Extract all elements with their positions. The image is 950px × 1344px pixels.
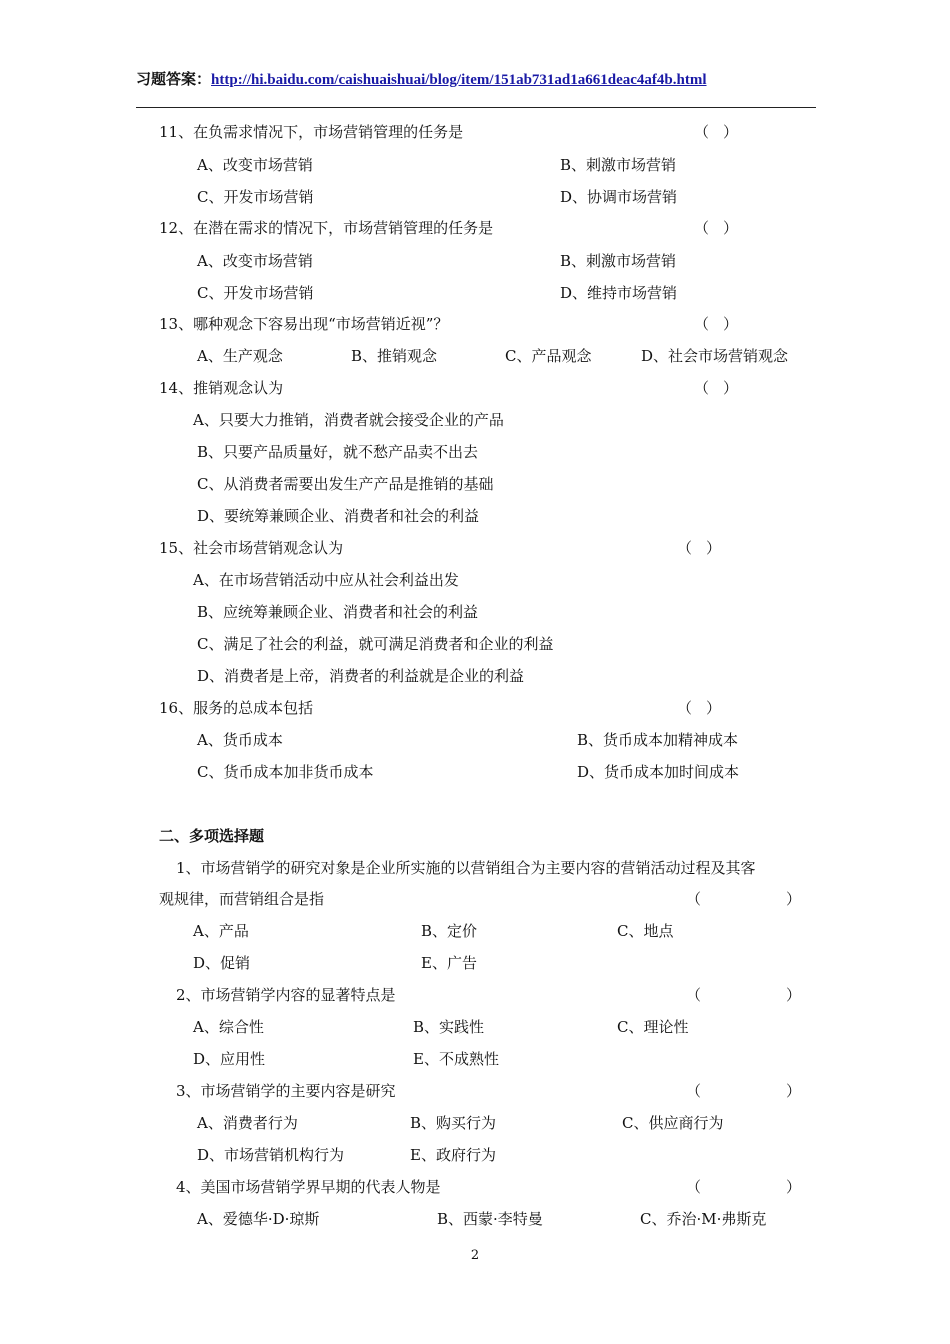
option-15-b: B、应统筹兼顾企业、消费者和社会的利益 [197, 603, 479, 621]
option-m4-a: A、爱德华·D·琼斯 [197, 1210, 320, 1228]
option-13-b: B、推销观念 [351, 347, 438, 365]
option-15-a: A、在市场营销活动中应从社会利益出发 [193, 571, 459, 589]
answer-blank-m3-close: ） [786, 1082, 802, 1100]
option-13-a: A、生产观念 [197, 347, 283, 365]
multi-question-3: 3、市场营销学的主要内容是研究 [176, 1082, 396, 1100]
question-16: 16、服务的总成本包括 [159, 699, 314, 717]
option-m3-b: B、购买行为 [410, 1114, 497, 1132]
option-13-c: C、产品观念 [505, 347, 592, 365]
option-14-a: A、只要大力推销，消费者就会接受企业的产品 [193, 411, 504, 429]
multi-question-2: 2、市场营销学内容的显著特点是 [176, 986, 396, 1004]
answer-blank-14: （ ） [694, 379, 739, 397]
answer-blank-11: （ ） [694, 123, 739, 141]
option-11-a: A、改变市场营销 [197, 156, 313, 174]
option-14-c: C、从消费者需要出发生产产品是推销的基础 [197, 475, 494, 493]
answer-blank-16: （ ） [677, 699, 722, 717]
answer-blank-m2-open: （ [686, 986, 702, 1004]
option-m3-a: A、消费者行为 [197, 1114, 298, 1132]
question-12: 12、在潜在需求的情况下，市场营销管理的任务是 [159, 219, 494, 237]
option-15-d: D、消费者是上帝，消费者的利益就是企业的利益 [197, 667, 525, 685]
option-16-d: D、货币成本加时间成本 [577, 763, 740, 781]
header-label: 习题答案： [136, 72, 212, 88]
option-16-c: C、货币成本加非货币成本 [197, 763, 374, 781]
option-m2-e: E、不成熟性 [413, 1050, 499, 1068]
page-number: 2 [470, 1248, 480, 1263]
option-12-a: A、改变市场营销 [197, 252, 313, 270]
option-m2-a: A、综合性 [193, 1018, 264, 1036]
question-14: 14、推销观念认为 [159, 379, 284, 397]
option-m1-c: C、地点 [617, 922, 674, 940]
option-m4-c: C、乔治·M·弗斯克 [640, 1210, 767, 1228]
option-m1-b: B、定价 [421, 922, 478, 940]
answer-blank-m4-close: ） [786, 1178, 802, 1196]
question-13: 13、哪种观念下容易出现“市场营销近视”？ [159, 315, 449, 333]
section-title-multiple-choice: 二、多项选择题 [159, 827, 265, 845]
option-16-b: B、货币成本加精神成本 [577, 731, 739, 749]
answer-blank-m1-close: ） [786, 890, 802, 908]
option-m4-b: B、西蒙·李特曼 [437, 1210, 543, 1228]
question-11: 11、在负需求情况下，市场营销管理的任务是 [159, 123, 464, 141]
option-14-d: D、要统筹兼顾企业、消费者和社会的利益 [197, 507, 480, 525]
option-15-c: C、满足了社会的利益，就可满足消费者和企业的利益 [197, 635, 554, 653]
option-m1-a: A、产品 [193, 922, 249, 940]
answer-blank-13: （ ） [694, 315, 739, 333]
answer-blank-12: （ ） [694, 219, 739, 237]
question-15: 15、社会市场营销观念认为 [159, 539, 344, 557]
option-m2-b: B、实践性 [413, 1018, 485, 1036]
answer-blank-m1-open: （ [686, 890, 702, 908]
multi-question-1-line-1: 1、市场营销学的研究对象是企业所实施的以营销组合为主要内容的营销活动过程及其客 [176, 859, 756, 877]
option-11-d: D、协调市场营销 [560, 188, 678, 206]
page-header [136, 68, 707, 89]
multi-question-1-line-2: 观规律，而营销组合是指 [159, 890, 325, 908]
option-12-b: B、刺激市场营销 [560, 252, 677, 270]
header-divider [136, 107, 816, 108]
answer-blank-m2-close: ） [786, 986, 802, 1004]
answer-blank-m3-open: （ [686, 1082, 702, 1100]
option-m1-e: E、广告 [421, 954, 477, 972]
option-16-a: A、货币成本 [197, 731, 283, 749]
option-11-b: B、刺激市场营销 [560, 156, 677, 174]
multi-question-4: 4、美国市场营销学界早期的代表人物是 [176, 1178, 441, 1196]
option-12-c: C、开发市场营销 [197, 284, 314, 302]
answer-blank-15: （ ） [677, 539, 722, 557]
option-m3-e: E、政府行为 [410, 1146, 496, 1164]
option-m3-d: D、市场营销机构行为 [197, 1146, 345, 1164]
option-13-d: D、社会市场营销观念 [641, 347, 789, 365]
option-m2-d: D、应用性 [193, 1050, 266, 1068]
option-m2-c: C、理论性 [617, 1018, 689, 1036]
option-m1-d: D、促销 [193, 954, 251, 972]
option-11-c: C、开发市场营销 [197, 188, 314, 206]
answer-blank-m4-open: （ [686, 1178, 702, 1196]
option-12-d: D、维持市场营销 [560, 284, 678, 302]
option-14-b: B、只要产品质量好，就不愁产品卖不出去 [197, 443, 479, 461]
option-m3-c: C、供应商行为 [622, 1114, 724, 1132]
answer-link[interactable]: http://hi.baidu.com/caishuaishuai/blog/item/151ab731ad1a661deac4af4b.html [211, 72, 707, 88]
